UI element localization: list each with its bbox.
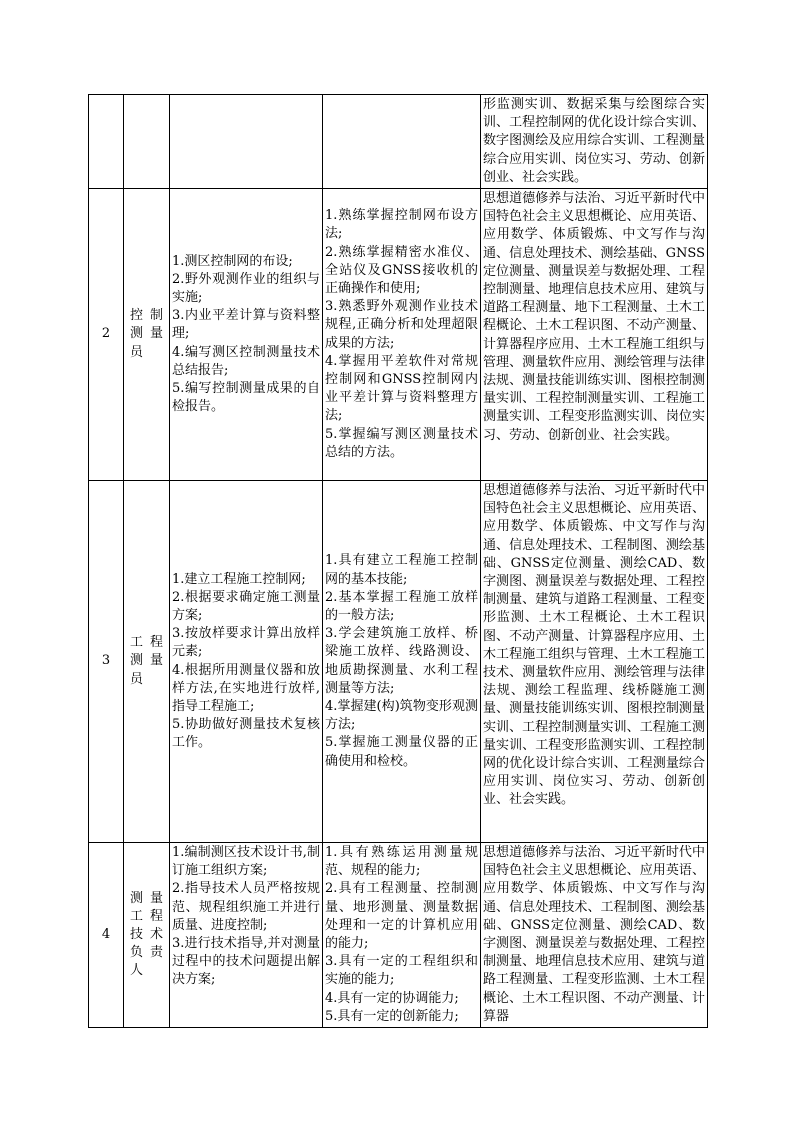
task-list: [170, 843, 323, 1028]
table-row: [89, 481, 708, 843]
task-item: 5.协助做好测量技术复核工作。: [172, 717, 320, 751]
ability-item: 1.熟练掌握控制网布设方法;: [325, 208, 478, 242]
task-item: 4.根据所用测量仪器和放样方法,在实地进行放样,指导工程施工;: [172, 662, 320, 714]
task-list: [170, 95, 323, 189]
ability-list: [323, 189, 481, 481]
ability-item: 4.具有一定的协调能力;: [325, 990, 459, 1006]
ability-item: 2.基本掌握工程施工放样的一般方法;: [325, 589, 478, 623]
task-item: 3.进行技术指导,并对测量过程中的技术问题提出解决方案;: [172, 936, 320, 988]
course-list: 思想道德修养与法治、习近平新时代中国特色社会主义思想概论、应用英语、应用数学、体质锻炼、中文写作与沟通、信息处理技术、工程制图、测绘基础、GNSS定位测量、测绘CAD、数字测图、测量误差与数据处理、工程控制测量、建筑与道路工程测量、工程变形监测、土木工程概论、土木工程识图、不动产测量、计算器程序应用、土木工程施工组织与管理、土木工程施工技术、测量软件应用、测绘管理与法律法规、测绘工程监理、线桥隧施工测量、测量技能训练实训、图根控制测量实训、工程控制测量实训、工程施工测量实训、工程变形监测实训、工程控制网的优化设计综合实训、工程测量综合应用实训、岗位实习、劳动、创新创业、社会实践。: [481, 481, 708, 843]
ability-item: 4.掌握用平差软件对常规控制网和GNSS控制网内业平差计算与资料整理方法;: [325, 353, 478, 424]
course-list: 形监测实训、数据采集与绘图综合实训、工程控制网的优化设计综合实训、数字图测绘及应用综合实训、工程测量综合应用实训、岗位实习、劳动、创新创业、社会实践。: [481, 95, 708, 189]
ability-item: 3.熟悉野外观测作业技术规程,正确分析和处理超限成果的方法;: [325, 299, 478, 351]
row-number: 4: [89, 843, 124, 1028]
ability-item: 5.具有一定的创新能力;: [325, 1008, 459, 1024]
row-number: [89, 95, 124, 189]
course-list: 思想道德修养与法治、习近平新时代中国特色社会主义思想概论、应用英语、应用数学、体质锻炼、中文写作与沟通、信息处理技术、测绘基础、GNSS定位测量、测量误差与数据处理、工程控制测量、地理信息技术应用、建筑与道路工程测量、地下工程测量、土木工程概论、土木工程识图、不动产测量、计算器程序应用、土木工程施工组织与管理、测量软件应用、测绘管理与法律法规、测量技能训练实训、图根控制测量实训、工程控制测量实训、工程施工测量实训、工程变形监测实训、岗位实习、劳动、创新创业、社会实践。: [481, 189, 708, 481]
task-item: 1.测区控制网的布设;: [172, 253, 293, 269]
ability-item: 3.学会建筑施工放样、桥梁施工放样、线路测设、地质勘探测量、水利工程测量等方法;: [325, 626, 478, 696]
table-row: [89, 95, 708, 189]
ability-list: [323, 843, 481, 1028]
task-item: 2.指导技术人员严格按规范、规程组织施工并进行质量、进度控制;: [172, 881, 320, 933]
ability-item: 5.掌握编写测区测量技术总结的方法。: [325, 426, 478, 460]
task-item: 5.编写控制测量成果的自检报告。: [172, 381, 320, 415]
ability-item: 5.掌握施工测量仪器的正确使用和检校。: [325, 735, 478, 769]
task-list: [170, 481, 323, 843]
ability-list: [323, 95, 481, 189]
row-number: 2: [89, 189, 124, 481]
task-item: 1.建立工程施工控制网;: [172, 571, 306, 587]
task-item: 3.内业平差计算与资料整理;: [172, 308, 320, 342]
row-number: 3: [89, 481, 124, 843]
table-row: [89, 843, 708, 1028]
ability-item: 3.具有一定的工程组织和实施的能力;: [325, 954, 478, 988]
ability-item: 2.熟练掌握精密水准仪、全站仪及GNSS接收机的正确操作和使用;: [325, 244, 478, 296]
task-item: 3.按放样要求计算出放样元素;: [172, 626, 320, 660]
ability-item: 1.具有熟练运用测量规范、规程的能力;: [325, 845, 478, 879]
curriculum-table: [88, 94, 708, 1028]
job-title: 测量工程技术负责人: [124, 843, 170, 1028]
job-title: 控制测量员: [124, 189, 170, 481]
job-title: [124, 95, 170, 189]
ability-item: 4.掌握建(构)筑物变形观测方法;: [325, 698, 478, 733]
ability-item: 1.具有建立工程施工控制网的基本技能;: [325, 553, 478, 587]
task-item: 1.编制测区技术设计书,制订施工组织方案;: [172, 845, 320, 879]
job-title: 工程测量员: [124, 481, 170, 843]
ability-list: [323, 481, 481, 843]
ability-item: 2.具有工程测量、控制测量、地形测量、测量数据处理和一定的计算机应用的能力;: [325, 881, 478, 952]
task-item: 4.编写测区控制测量技术总结报告;: [172, 344, 320, 378]
course-list: 思想道德修养与法治、习近平新时代中国特色社会主义思想概论、应用英语、应用数学、体质锻炼、中文写作与沟通、信息处理技术、工程制图、测绘基础、GNSS定位测量、测绘CAD、数字测图、测量误差与数据处理、工程控制测量、地理信息技术应用、建筑与道路工程测量、工程变形监测、土木工程概论、土木工程识图、不动产测量、计算器: [481, 843, 708, 1028]
table-row: [89, 189, 708, 481]
task-item: 2.野外观测作业的组织与实施;: [172, 271, 320, 305]
task-list: [170, 189, 323, 481]
task-item: 2.根据要求确定施工测量方案;: [172, 589, 320, 623]
